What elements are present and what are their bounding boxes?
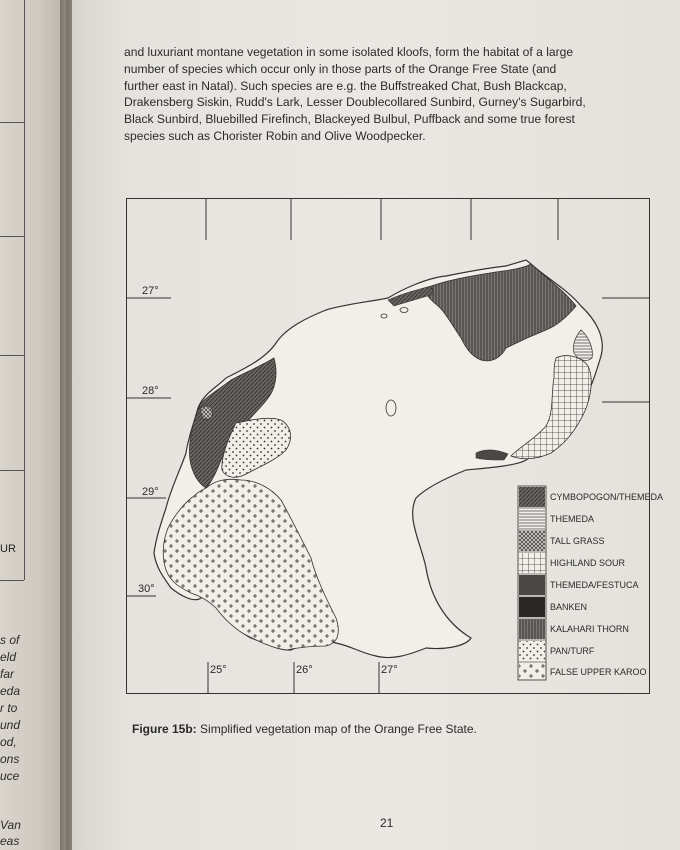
left-page-rule bbox=[0, 236, 24, 237]
figure-caption-text: Simplified vegetation map of the Orange Free State. bbox=[200, 722, 477, 736]
map-legend bbox=[518, 486, 663, 680]
legend-label: HIGHLAND SOUR bbox=[550, 558, 626, 568]
longitude-label: 25° bbox=[210, 664, 227, 676]
latitude-label: 28° bbox=[142, 385, 159, 397]
legend-label: TALL GRASS bbox=[550, 536, 605, 546]
body-paragraph bbox=[124, 44, 654, 145]
left-page-fragment: s of bbox=[0, 633, 20, 647]
legend-swatch-pan-turf bbox=[519, 641, 545, 661]
legend-swatch-cymbopogon-themeda bbox=[519, 487, 545, 507]
legend-label: BANKEN bbox=[550, 602, 588, 612]
legend-label: PAN/TURF bbox=[550, 646, 595, 656]
legend-swatch-kalahari-thorn bbox=[519, 619, 545, 639]
left-page-fragment: Van bbox=[0, 818, 21, 832]
legend-swatch-banken bbox=[519, 597, 545, 617]
legend-label: KALAHARI THORN bbox=[550, 624, 629, 634]
legend-swatch-false-upper-karoo bbox=[519, 663, 545, 679]
left-page-header: UR bbox=[0, 543, 16, 555]
longitude-label: 27° bbox=[381, 664, 398, 676]
left-page-fragment: eas bbox=[0, 834, 20, 848]
latitude-label: 27° bbox=[142, 285, 159, 297]
latitude-label: 30° bbox=[138, 583, 155, 595]
legend-label: THEMEDA/FESTUCA bbox=[550, 580, 639, 590]
vegetation-map bbox=[126, 198, 664, 694]
legend-swatch-themeda bbox=[519, 509, 545, 529]
legend-swatch-themeda-festuca bbox=[519, 575, 545, 595]
left-page-fragment: od, bbox=[0, 735, 17, 749]
left-page-rule bbox=[0, 122, 24, 123]
left-page-rule bbox=[0, 580, 24, 581]
paragraph-line: number of species which occur only in those parts of the Orange Free State (and bbox=[124, 61, 557, 76]
left-page-fragment: ons bbox=[0, 752, 20, 766]
paragraph-line: Black Sunbird, Bluebilled Firefinch, Blackeyed Bulbul, Puffback and some true forest bbox=[124, 112, 575, 127]
legend-label: FALSE UPPER KAROO bbox=[550, 667, 647, 677]
region-tall-grass bbox=[201, 406, 212, 419]
left-page-fragment: und bbox=[0, 718, 21, 732]
longitude-label: 26° bbox=[296, 664, 313, 676]
left-page-edge bbox=[0, 0, 66, 850]
left-page-fragment: eda bbox=[0, 684, 21, 698]
left-page-fragment: uce bbox=[0, 769, 20, 783]
latitude-label: 29° bbox=[142, 486, 159, 498]
paragraph-line: and luxuriant montane vegetation in some isolated kloofs, form the habitat of a large bbox=[124, 45, 574, 59]
legend-swatch-highland-sour bbox=[519, 553, 545, 573]
legend-label: THEMEDA bbox=[550, 514, 595, 524]
figure-caption-label: Figure 15b: bbox=[132, 722, 197, 736]
legend-label: CYMBOPOGON/THEMEDA bbox=[550, 492, 664, 502]
legend-swatch-tall-grass bbox=[519, 531, 545, 551]
left-page-rule bbox=[0, 470, 24, 471]
paragraph-line: further east in Natal). Such species are e.g. the Buffstreaked Chat, Bush Blackcap, bbox=[124, 78, 567, 93]
left-page-fragment: far bbox=[0, 667, 15, 681]
page-number: 21 bbox=[380, 816, 394, 830]
left-page-fragment: r to bbox=[0, 701, 18, 715]
right-page bbox=[72, 0, 680, 850]
left-page-table-rule bbox=[24, 0, 25, 580]
paragraph-line: Drakensberg Siskin, Rudd's Lark, Lesser Doublecollared Sunbird, Gurney's Sugarbird, bbox=[124, 95, 586, 110]
left-page-rule bbox=[0, 355, 24, 356]
left-page-fragment: eld bbox=[0, 650, 17, 664]
figure-caption bbox=[132, 722, 477, 736]
paragraph-line: species such as Chorister Robin and Olive Woodpecker. bbox=[124, 128, 426, 143]
